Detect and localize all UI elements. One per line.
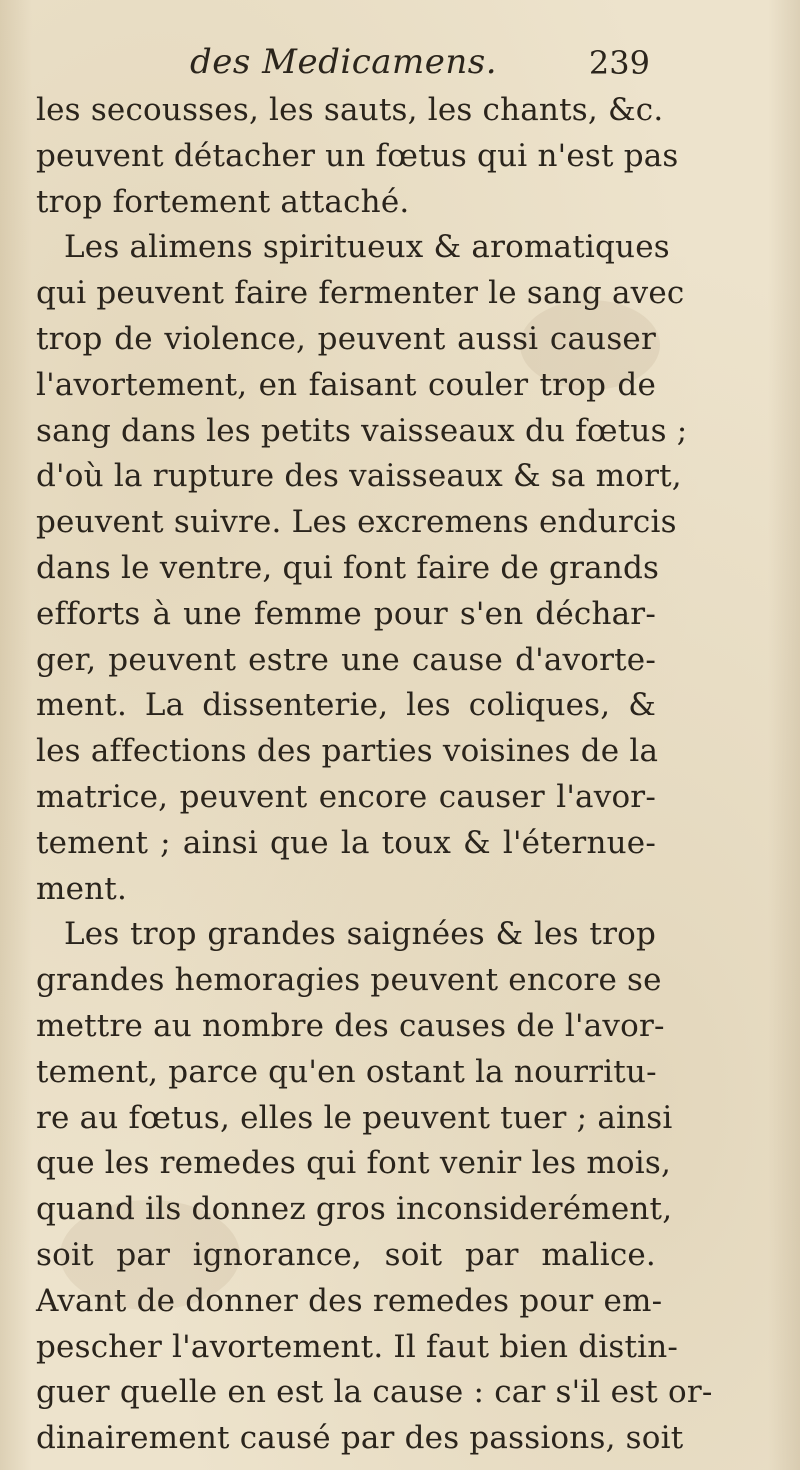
text-line: l'avortement, en faisant couler trop de	[36, 366, 656, 403]
running-head	[190, 42, 650, 90]
text-line: efforts à une femme pour s'en déchar-	[36, 595, 656, 632]
text-line: dans le ventre, qui font faire de grands	[36, 549, 660, 586]
text-line: tement, parce qu'en ostant la nourritu-	[36, 1053, 657, 1090]
text-line: pescher l'avortement. Il faut bien distin-	[36, 1328, 679, 1365]
text-line: guer quelle en est la cause : car s'il est or-	[36, 1374, 713, 1411]
text-line: matrice, peuvent encore causer l'avor-	[36, 778, 656, 815]
text-line: dinairement causé par des passions, soit	[36, 1420, 684, 1457]
text-line: trop fortement attaché.	[36, 183, 410, 220]
body-text	[36, 88, 713, 1462]
text-line: re au fœtus, elles le peuvent tuer ; ainsi	[36, 1099, 673, 1136]
text-line: que les remedes qui font venir les mois,	[36, 1145, 672, 1182]
text-line: ment. La dissenterie, les coliques, &	[36, 687, 656, 724]
text-line: trop de violence, peuvent aussi causer	[36, 320, 656, 357]
text-line: sang dans les petits vaisseaux du fœtus ;	[36, 412, 688, 449]
running-title: des Medicamens.	[190, 42, 498, 82]
text-line: qui peuvent faire fermenter le sang avec	[36, 275, 685, 312]
text-line: tement ; ainsi que la toux & l'éternue-	[36, 824, 656, 861]
text-line: Les trop grandes saignées & les trop	[64, 916, 656, 953]
text-line: les secousses, les sauts, les chants, &c.	[36, 92, 664, 128]
text-line: mettre au nombre des causes de l'avor-	[36, 1007, 665, 1044]
page-number: 239	[588, 44, 650, 82]
text-line: quand ils donnez gros inconsiderément,	[36, 1191, 673, 1228]
text-line: d'où la rupture des vaisseaux & sa mort,	[36, 458, 682, 495]
text-line: ment.	[36, 870, 128, 907]
text-line: peuvent suivre. Les excremens endurcis	[36, 504, 677, 541]
text-line: Avant de donner des remedes pour em-	[36, 1282, 663, 1319]
text-line: grandes hemoragies peuvent encore se	[36, 962, 662, 999]
text-line: soit par ignorance, soit par malice.	[36, 1236, 656, 1273]
text-line: les affections des parties voisines de la	[36, 733, 659, 770]
text-line: peuvent détacher un fœtus qui n'est pas	[36, 137, 679, 174]
text-line: Les alimens spiritueux & aromatiques	[64, 229, 670, 266]
text-line: ger, peuvent estre une cause d'avorte-	[36, 641, 656, 678]
